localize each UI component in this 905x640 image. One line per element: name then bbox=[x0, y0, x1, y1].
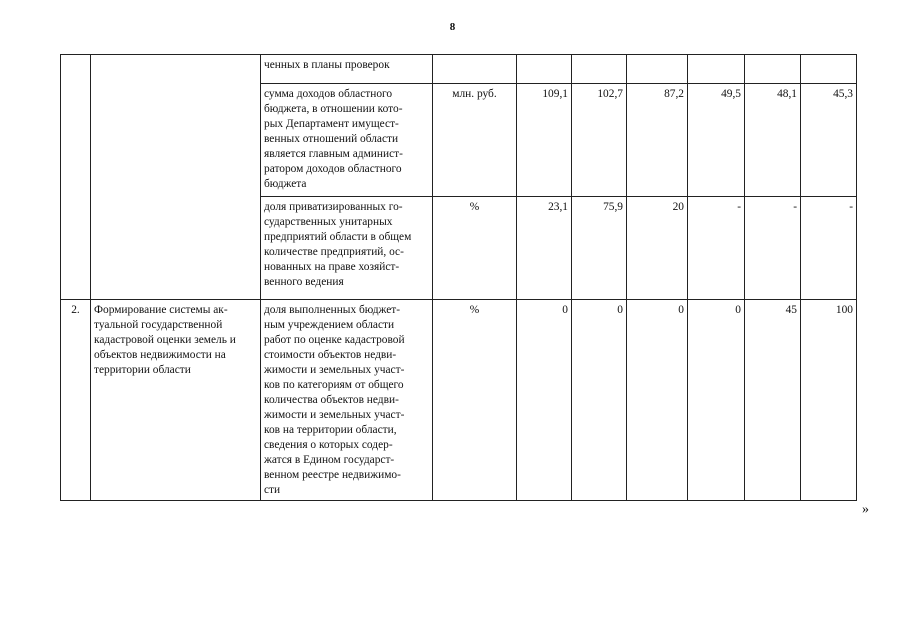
value-cell: - bbox=[801, 197, 857, 300]
indicator-text-line: венных отношений области bbox=[264, 133, 399, 145]
table-row bbox=[61, 300, 857, 501]
indicator-text-line: стоимости объектов недви- bbox=[264, 349, 397, 361]
indicators-table bbox=[60, 54, 857, 501]
value-cell: 23,1 bbox=[517, 197, 572, 300]
task-cell bbox=[91, 55, 261, 300]
closing-quote: » bbox=[862, 502, 869, 517]
value-cell bbox=[688, 55, 745, 84]
value-cell: 45,3 bbox=[801, 84, 857, 197]
indicator-text-line: сведения о которых содер- bbox=[264, 439, 393, 451]
indicator-text-line: ков по категориям от общего bbox=[264, 379, 404, 391]
indicator-text-line: доля выполненных бюджет- bbox=[264, 304, 401, 316]
indicator-text-line: жимости и земельных участ- bbox=[264, 409, 405, 421]
task-cell bbox=[91, 300, 261, 501]
value-cell: 75,9 bbox=[572, 197, 627, 300]
task-text-line: туальной государственной bbox=[94, 319, 223, 331]
value-cell bbox=[745, 55, 801, 84]
value-cell bbox=[572, 55, 627, 84]
indicator-text-line: бюджета, в отношении кото- bbox=[264, 103, 403, 115]
indicator-text-line: венного ведения bbox=[264, 276, 344, 288]
task-text-line: территории области bbox=[94, 364, 191, 376]
indicator-text-line: ным учреждением области bbox=[264, 319, 395, 331]
indicator-cell bbox=[261, 197, 433, 300]
value-cell bbox=[517, 55, 572, 84]
value-cell: 49,5 bbox=[688, 84, 745, 197]
value-cell: - bbox=[688, 197, 745, 300]
task-text-line: объектов недвижимости на bbox=[94, 349, 226, 361]
indicator-text-line: сти bbox=[264, 484, 281, 496]
indicator-text-line: сумма доходов областного bbox=[264, 88, 393, 100]
indicator-text-line: является главным админист- bbox=[264, 148, 403, 160]
indicator-text-line: количества объектов недви- bbox=[264, 394, 399, 406]
indicator-text-line: венном реестре недвижимо- bbox=[264, 469, 401, 481]
value-cell: 102,7 bbox=[572, 84, 627, 197]
value-cell: 20 bbox=[627, 197, 688, 300]
index-cell: 2. bbox=[61, 300, 91, 501]
value-cell bbox=[627, 55, 688, 84]
indicator-cell bbox=[261, 300, 433, 501]
indicator-text-line: бюджета bbox=[264, 178, 307, 190]
indicator-text-line: доля приватизированных го- bbox=[264, 201, 403, 213]
page-number: 8 bbox=[449, 21, 456, 33]
value-cell: 48,1 bbox=[745, 84, 801, 197]
indicator-text-line: предприятий области в общем bbox=[264, 231, 412, 243]
indicator-cell bbox=[261, 84, 433, 197]
task-text-line: кадастровой оценки земель и bbox=[94, 334, 236, 346]
indicator-text-line: работ по оценке кадастровой bbox=[264, 334, 405, 346]
value-cell: - bbox=[745, 197, 801, 300]
index-cell bbox=[61, 55, 91, 300]
table-row bbox=[61, 55, 857, 84]
value-cell: 109,1 bbox=[517, 84, 572, 197]
indicator-cell bbox=[261, 55, 433, 84]
indicator-text-line: количестве предприятий, ос- bbox=[264, 246, 404, 258]
value-cell: 87,2 bbox=[627, 84, 688, 197]
value-cell: 0 bbox=[627, 300, 688, 501]
value-cell: 0 bbox=[572, 300, 627, 501]
value-cell: 0 bbox=[688, 300, 745, 501]
indicator-text-line: ратором доходов областного bbox=[264, 163, 402, 175]
value-cell: 45 bbox=[745, 300, 801, 501]
unit-cell: млн. руб. bbox=[433, 84, 517, 197]
indicator-text-line: рых Департамент имущест- bbox=[264, 118, 399, 130]
indicator-text-line: жимости и земельных участ- bbox=[264, 364, 405, 376]
task-text-line: Формирование системы ак- bbox=[94, 304, 228, 316]
value-cell: 100 bbox=[801, 300, 857, 501]
value-cell bbox=[801, 55, 857, 84]
value-cell: 0 bbox=[517, 300, 572, 501]
indicator-text-line: сударственных унитарных bbox=[264, 216, 393, 228]
indicator-text-line: жатся в Едином государст- bbox=[264, 454, 395, 466]
unit-cell bbox=[433, 55, 517, 84]
unit-cell: % bbox=[433, 300, 517, 501]
indicator-text-line: ченных в планы проверок bbox=[264, 59, 390, 71]
indicator-text-line: нованных на праве хозяйст- bbox=[264, 261, 400, 273]
indicator-text-line: ков на территории области, bbox=[264, 424, 397, 436]
unit-cell: % bbox=[433, 197, 517, 300]
